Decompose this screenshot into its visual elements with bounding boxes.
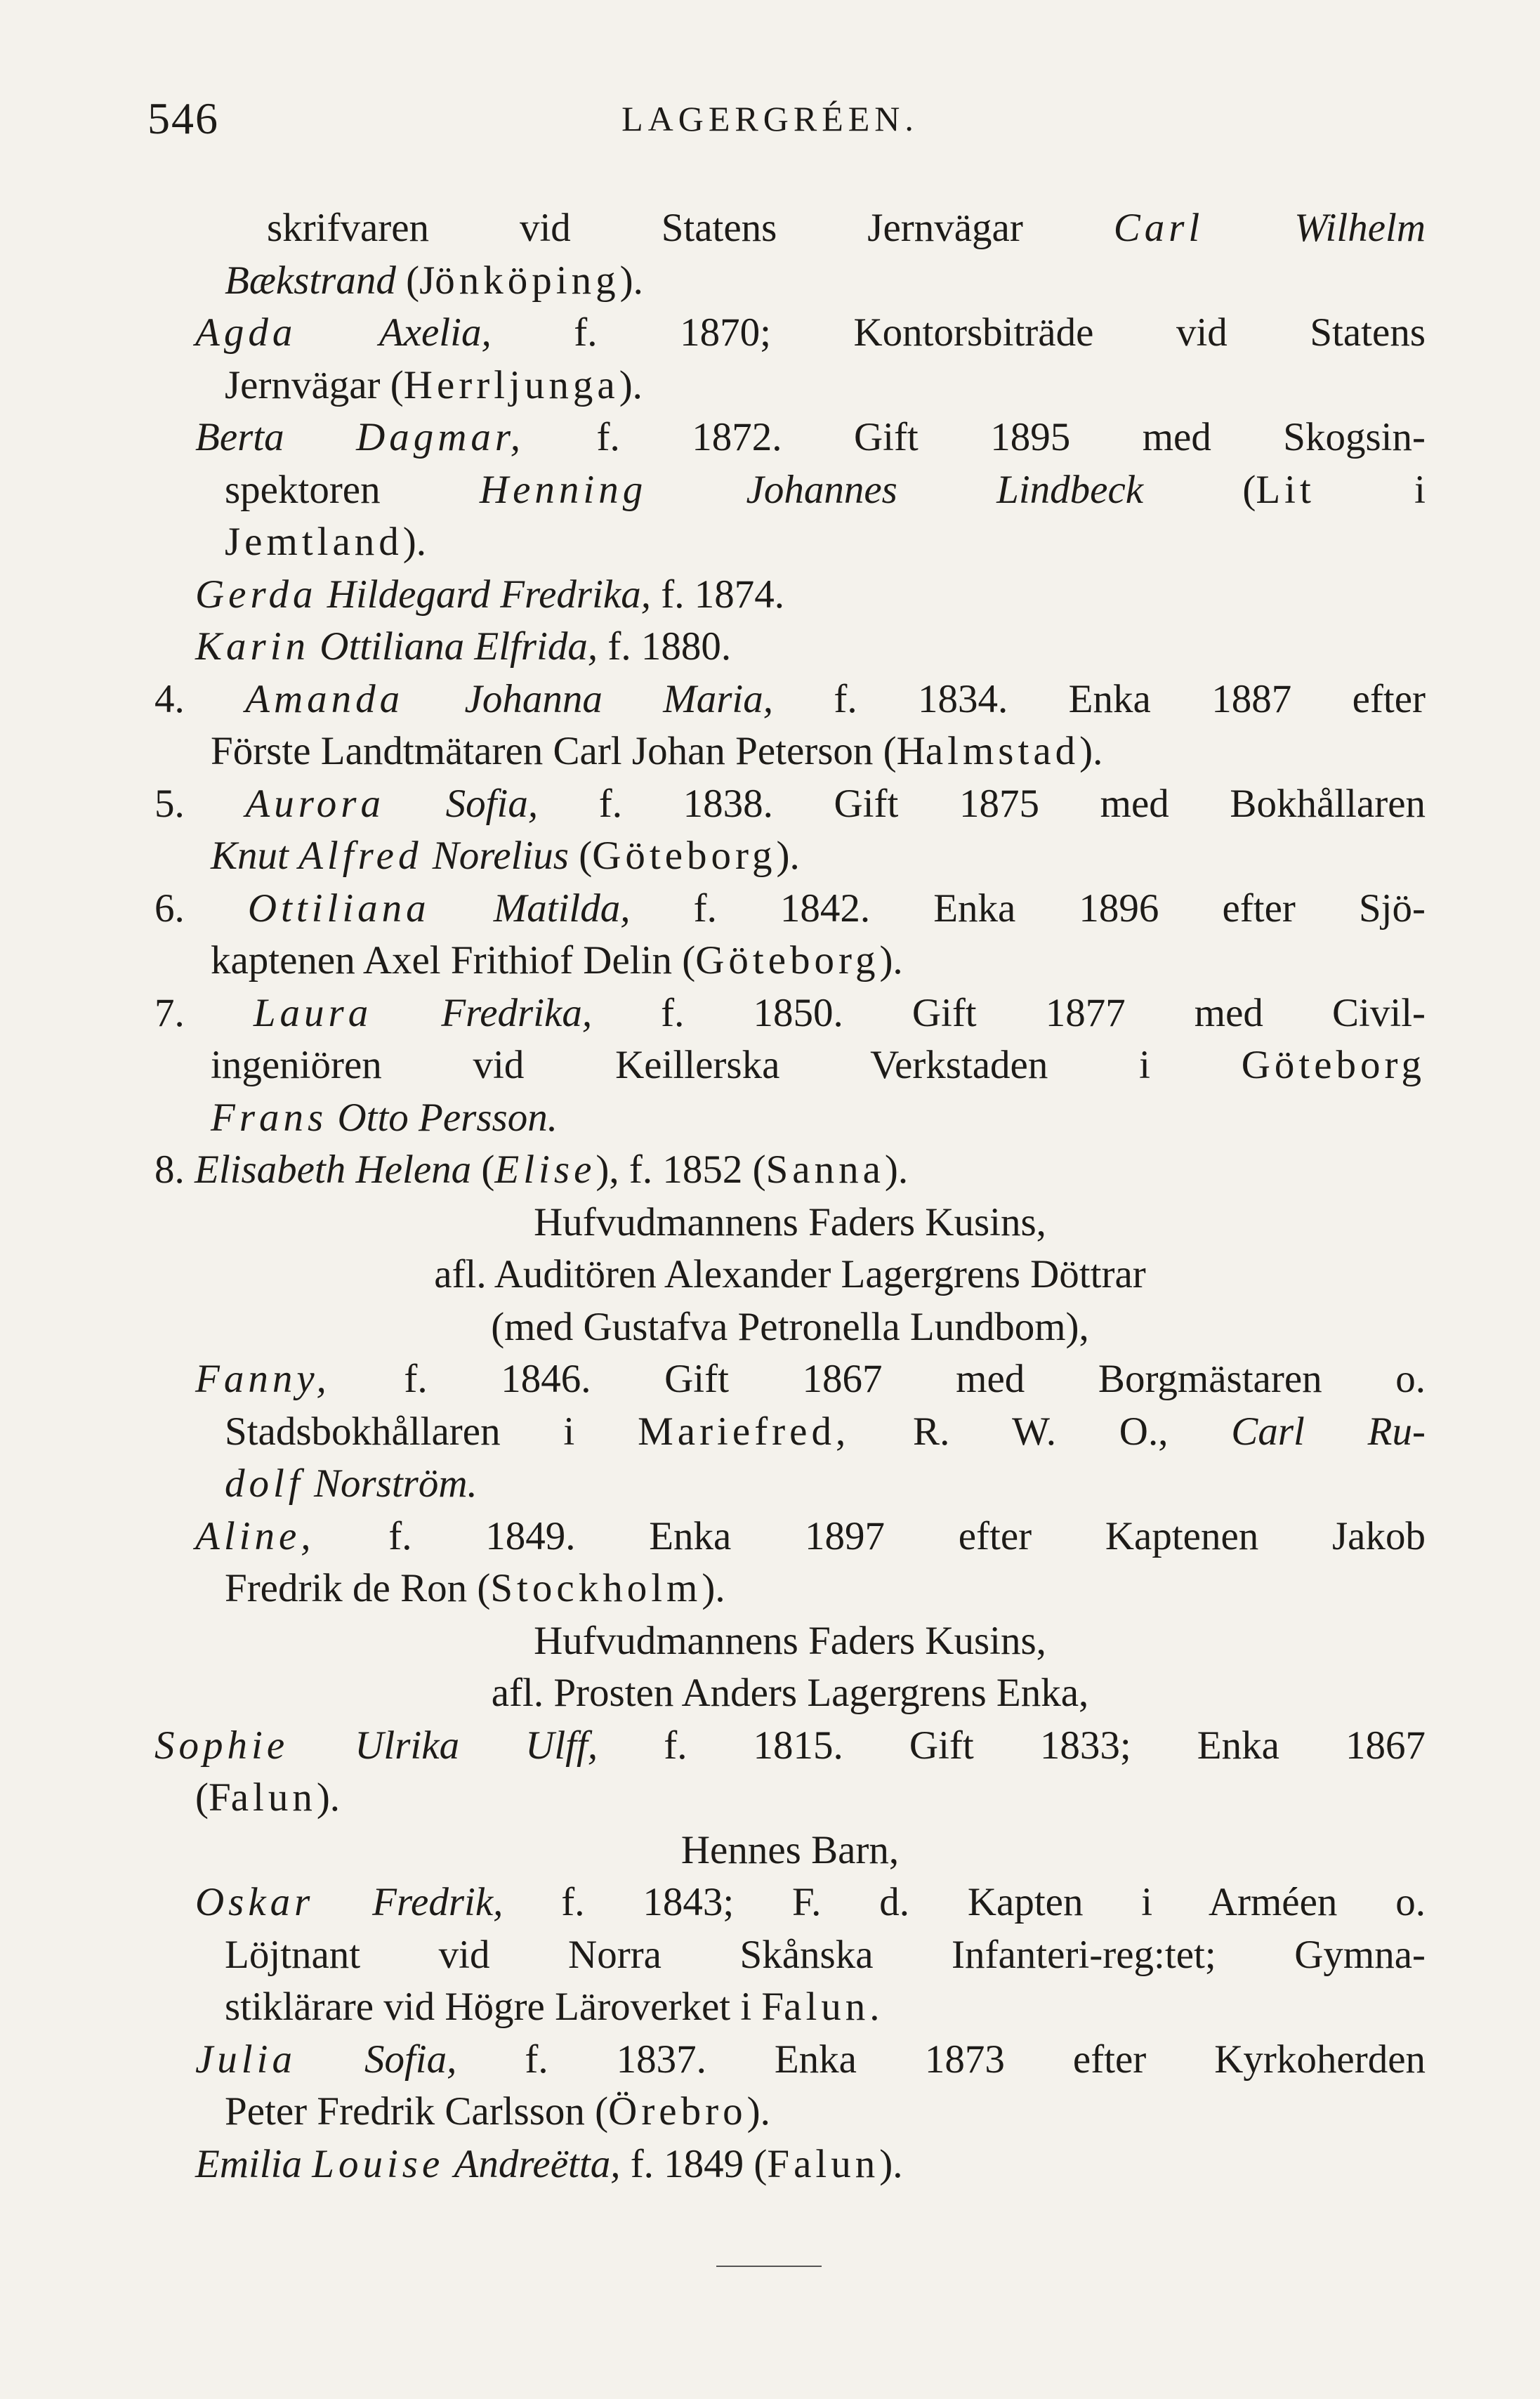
italic-name-segment: Otto Persson. bbox=[337, 1095, 558, 1140]
text-segment: ). bbox=[702, 1566, 725, 1610]
end-rule bbox=[716, 2266, 822, 2267]
text-line bbox=[195, 412, 1426, 464]
text-segment: ( bbox=[1143, 467, 1256, 512]
text-segment: Göteborg bbox=[695, 938, 880, 982]
text-segment: ). bbox=[619, 258, 643, 303]
text-segment bbox=[422, 834, 432, 878]
text-segment: Sanna bbox=[765, 1148, 885, 1192]
text-segment bbox=[430, 886, 494, 931]
italic-name-segment: Henning bbox=[479, 467, 647, 512]
text-segment: Förste Landtmätaren Carl Johan Peterson (H bbox=[211, 729, 926, 773]
text-segment bbox=[310, 624, 320, 669]
italic-name-segment: Fanny, bbox=[195, 1357, 331, 1401]
text-segment: Stadsbokhållaren i bbox=[225, 1409, 638, 1454]
text-segment: f. 1837. Enka 1873 efter Kyrkoherden bbox=[456, 2037, 1426, 2082]
text-line bbox=[225, 2086, 1426, 2138]
text-segment: Göteborg bbox=[1241, 1043, 1426, 1087]
text-segment: f. 1872. Gift 1895 med Skogsin- bbox=[525, 415, 1426, 459]
text-segment: ). bbox=[879, 938, 903, 982]
text-segment: ). bbox=[776, 834, 800, 878]
text-segment: ). bbox=[884, 1148, 909, 1192]
text-segment: Peter Fredrik Carlsson ( bbox=[225, 2089, 609, 2134]
italic-name-segment: Alfred bbox=[298, 834, 423, 878]
text-segment: f. 1874. bbox=[651, 572, 784, 617]
text-line bbox=[154, 987, 1426, 1040]
text-segment: f. 1849. Enka 1897 efter Kaptenen Jakob bbox=[315, 1513, 1426, 1558]
italic-name-segment: Ulrika Ulff, bbox=[355, 1723, 598, 1768]
text-segment bbox=[296, 310, 379, 355]
running-head: LAGERGRÉEN. bbox=[621, 99, 919, 138]
text-line bbox=[225, 464, 1426, 517]
text-line bbox=[154, 1197, 1426, 1249]
genealogy-text bbox=[154, 202, 1426, 2190]
text-line bbox=[195, 1877, 1426, 1929]
italic-name-segment: Aline, bbox=[195, 1513, 315, 1558]
text-segment bbox=[317, 572, 327, 617]
italic-name-segment: dolf bbox=[225, 1461, 304, 1506]
text-segment bbox=[404, 677, 464, 721]
text-line bbox=[225, 1929, 1426, 1982]
text-line bbox=[211, 725, 1426, 778]
text-segment: f. 1843; F. d. Kapten i Arméen o. bbox=[503, 1880, 1426, 1924]
text-line bbox=[154, 1301, 1426, 1354]
text-line bbox=[154, 1144, 1426, 1197]
text-segment: almstad bbox=[925, 729, 1080, 773]
italic-name-segment: Knut bbox=[211, 834, 289, 878]
italic-name-segment: Ottiliana bbox=[247, 886, 430, 931]
text-segment: afl. Prosten Anders Lagergrens Enka, bbox=[491, 1671, 1089, 1715]
italic-name-segment: Elisabeth Helena bbox=[195, 1148, 472, 1192]
text-segment: ). bbox=[746, 2089, 770, 2134]
text-segment: kaptenen Axel Frithiof Delin ( bbox=[211, 938, 696, 982]
text-segment bbox=[372, 991, 441, 1035]
text-line bbox=[211, 830, 1426, 883]
text-line bbox=[225, 1458, 1426, 1511]
italic-name-segment: Emilia bbox=[195, 2141, 302, 2186]
text-segment: 8. bbox=[154, 1148, 195, 1192]
italic-name-segment: Andreëtta, bbox=[454, 2141, 621, 2186]
text-line bbox=[154, 1720, 1426, 1773]
text-segment: Hennes Barn, bbox=[680, 1827, 900, 1872]
text-segment: ( bbox=[568, 834, 593, 878]
italic-name-segment: Carl bbox=[1113, 206, 1204, 250]
text-line bbox=[195, 307, 1426, 360]
text-segment: Jemtland bbox=[225, 520, 403, 564]
text-segment bbox=[304, 1461, 314, 1506]
text-segment: f. 1880. bbox=[598, 624, 732, 669]
text-segment: 5. bbox=[154, 781, 246, 826]
text-segment: Löjtnant vid Norra Skånska Infanteri-reg:tet; Gymna- bbox=[225, 1932, 1426, 1977]
text-segment: stiklärare vid Högre Läroverket i F bbox=[225, 1985, 784, 2029]
text-segment: (J bbox=[395, 258, 435, 303]
italic-name-segment: Wilhelm bbox=[1294, 206, 1426, 250]
italic-name-segment: Louise bbox=[312, 2141, 445, 2186]
text-segment bbox=[385, 782, 446, 826]
text-line bbox=[154, 778, 1426, 831]
italic-name-segment: Norström. bbox=[313, 1461, 478, 1506]
text-segment bbox=[296, 2037, 364, 2082]
italic-name-segment: Ottiliana Elfrida, bbox=[320, 624, 598, 669]
italic-name-segment: Julia bbox=[195, 2037, 296, 2082]
text-segment: alun bbox=[784, 1985, 870, 2029]
text-segment: R. W. O., bbox=[850, 1409, 1232, 1454]
text-segment: Fredrik de Ron ( bbox=[225, 1566, 491, 1610]
text-line bbox=[225, 255, 1426, 308]
text-segment: Jernvägar ( bbox=[225, 362, 404, 407]
text-segment: Herrljunga bbox=[403, 362, 619, 407]
text-segment: f. 1870; Kontorsbiträde vid Statens bbox=[491, 310, 1426, 355]
text-line bbox=[154, 1825, 1426, 1877]
text-segment: f. 1842. Enka 1896 efter Sjö- bbox=[630, 886, 1426, 931]
text-segment: ), f. 1852 ( bbox=[595, 1148, 766, 1192]
text-line bbox=[211, 1039, 1426, 1092]
text-line bbox=[154, 673, 1426, 726]
italic-name-segment: Hildegard Fredrika, bbox=[327, 572, 651, 617]
text-line bbox=[195, 2138, 1426, 2191]
text-segment: alun bbox=[230, 1775, 317, 1820]
italic-name-segment: Agda bbox=[195, 310, 297, 355]
text-segment: ingeniören vid Keillerska Verkstaden i bbox=[211, 1043, 1242, 1087]
italic-name-segment: Norelius bbox=[432, 834, 569, 878]
text-segment: Stockholm bbox=[490, 1566, 702, 1610]
text-line bbox=[225, 1406, 1426, 1459]
text-segment: afl. Auditören Alexander Lagergrens Döttrar bbox=[434, 1252, 1146, 1296]
text-segment: Hufvudmannens Faders Kusins, bbox=[534, 1200, 1046, 1244]
text-line bbox=[195, 1511, 1426, 1563]
text-segment: ). bbox=[619, 362, 643, 407]
text-segment: (F bbox=[195, 1775, 231, 1820]
italic-name-segment: Carl Ru- bbox=[1231, 1409, 1426, 1454]
text-line bbox=[225, 516, 1426, 569]
text-line bbox=[195, 2034, 1426, 2086]
italic-name-segment: Matilda, bbox=[493, 886, 631, 931]
text-line bbox=[267, 202, 1426, 255]
text-line bbox=[154, 1667, 1426, 1720]
text-segment: ). bbox=[402, 520, 427, 564]
text-segment: f. 1834. Enka 1887 efter bbox=[773, 676, 1426, 721]
text-segment bbox=[444, 2142, 454, 2186]
text-segment: f. 1849 ( bbox=[620, 2141, 768, 2186]
italic-name-segment: Elise bbox=[494, 1148, 596, 1192]
text-segment: Mariefred, bbox=[638, 1409, 850, 1454]
text-segment: f. 1838. Gift 1875 med Bokhållaren bbox=[538, 781, 1426, 826]
italic-name-segment: Dagmar, bbox=[356, 415, 525, 459]
italic-name-segment: Laura bbox=[253, 990, 373, 1035]
text-line bbox=[154, 1615, 1426, 1668]
text-segment: f. 1850. Gift 1877 med Civil- bbox=[592, 990, 1426, 1035]
italic-name-segment: Karin bbox=[195, 624, 310, 669]
text-line bbox=[154, 1249, 1426, 1301]
text-segment: Göteborg bbox=[592, 834, 777, 878]
text-segment bbox=[302, 2142, 312, 2186]
text-segment bbox=[289, 834, 298, 878]
italic-name-segment: Amanda bbox=[245, 676, 404, 721]
italic-name-segment: Axelia, bbox=[379, 310, 492, 355]
text-segment: spektoren bbox=[225, 467, 480, 512]
text-line bbox=[195, 621, 1426, 673]
text-segment: ). bbox=[879, 2141, 903, 2186]
text-segment: f. 1846. Gift 1867 med Borgmästaren o. bbox=[330, 1357, 1426, 1401]
text-line bbox=[225, 360, 1426, 412]
italic-name-segment: Berta bbox=[195, 415, 284, 459]
italic-name-segment: Sofia, bbox=[364, 2037, 457, 2082]
page-header bbox=[0, 93, 1540, 142]
italic-name-segment: Sofia, bbox=[445, 781, 539, 826]
text-segment bbox=[327, 1096, 337, 1140]
text-line bbox=[195, 569, 1426, 622]
text-segment bbox=[647, 468, 746, 512]
italic-name-segment: Aurora bbox=[245, 781, 385, 826]
text-line bbox=[225, 1563, 1426, 1615]
italic-name-segment: Bækstrand bbox=[225, 258, 396, 303]
italic-name-segment: Johannes Lindbeck bbox=[746, 467, 1144, 512]
italic-name-segment: Frans bbox=[211, 1095, 328, 1140]
text-segment: ). bbox=[316, 1775, 341, 1820]
italic-name-segment: Fredrika, bbox=[441, 990, 593, 1035]
italic-name-segment: Gerda bbox=[195, 572, 317, 617]
text-line bbox=[154, 883, 1426, 935]
text-line bbox=[225, 1981, 1426, 2034]
text-segment: skrifvaren vid Statens Jernvägar bbox=[267, 206, 1114, 250]
text-segment: Falun bbox=[767, 2141, 880, 2186]
text-line bbox=[211, 1092, 1426, 1145]
text-segment: 6. bbox=[154, 886, 248, 931]
italic-name-segment: Sophie bbox=[154, 1723, 289, 1768]
text-segment: ( bbox=[471, 1148, 495, 1192]
italic-name-segment: Fredrik, bbox=[372, 1880, 504, 1924]
text-segment: f. 1815. Gift 1833; Enka 1867 bbox=[598, 1723, 1426, 1768]
page-number: 546 bbox=[147, 93, 219, 143]
text-segment: önköping bbox=[435, 258, 620, 303]
text-line bbox=[211, 935, 1426, 987]
text-segment: Lit bbox=[1256, 467, 1315, 512]
text-segment: 7. bbox=[154, 990, 254, 1035]
text-segment bbox=[314, 1880, 372, 1924]
text-segment bbox=[1204, 206, 1294, 250]
text-segment bbox=[284, 415, 356, 459]
text-segment: (med Gustafva Petronella Lundbom), bbox=[491, 1304, 1089, 1349]
text-segment: ). bbox=[1079, 729, 1103, 773]
text-segment: Hufvudmannens Faders Kusins, bbox=[534, 1618, 1046, 1663]
text-segment bbox=[289, 1723, 355, 1768]
text-line bbox=[195, 1353, 1426, 1406]
text-segment: . bbox=[869, 1985, 880, 2029]
italic-name-segment: Oskar bbox=[195, 1880, 315, 1924]
text-segment: 4. bbox=[154, 676, 246, 721]
italic-name-segment: Johanna Maria, bbox=[464, 676, 773, 721]
text-segment: i bbox=[1315, 467, 1426, 512]
text-line bbox=[195, 1772, 1426, 1825]
text-segment: Örebro bbox=[608, 2089, 747, 2134]
